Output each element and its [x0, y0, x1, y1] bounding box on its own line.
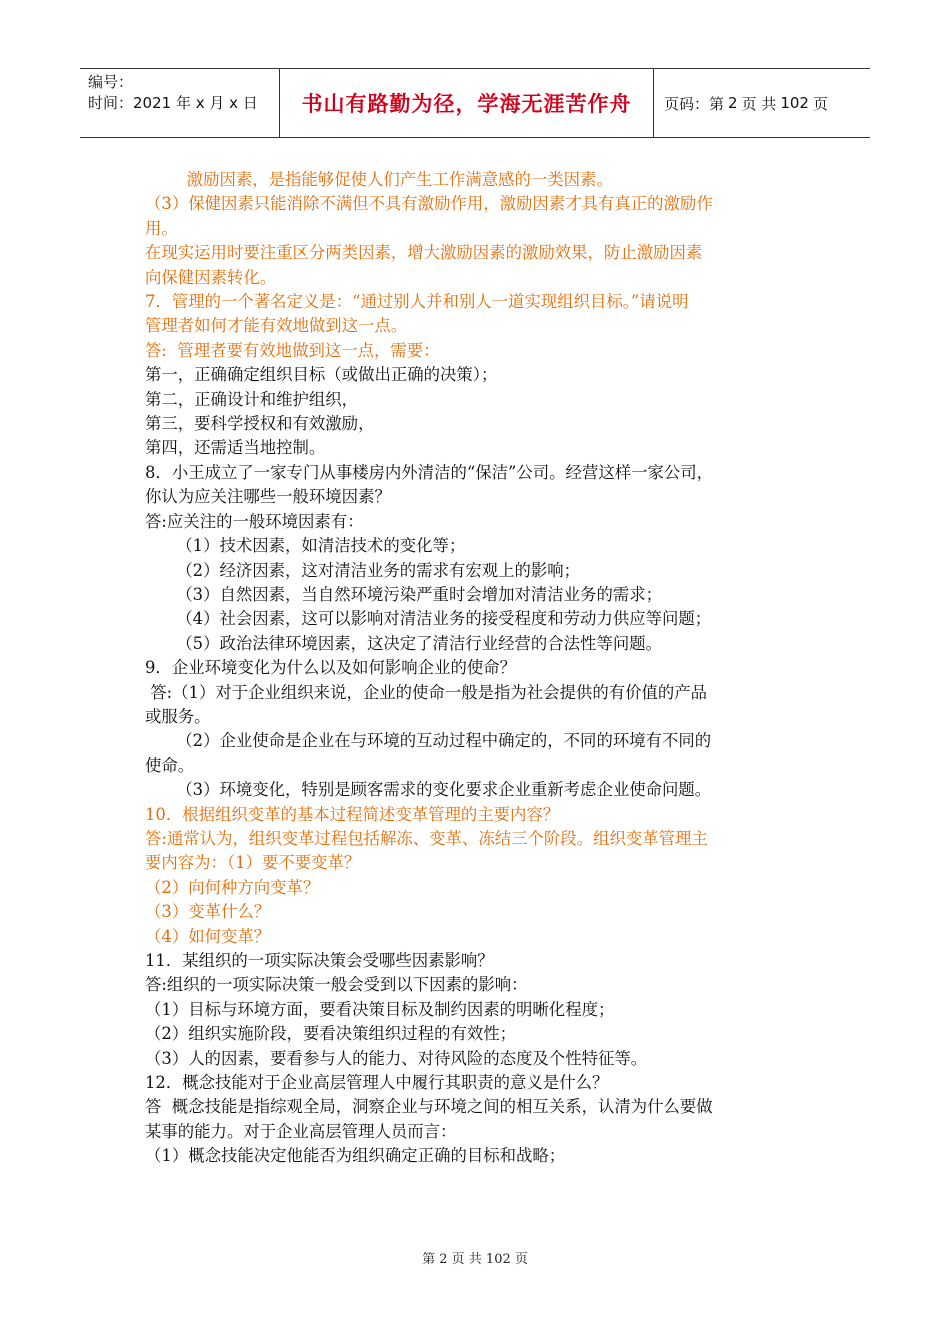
text-line: （3）保健因素只能消除不满但不具有激励作用，激励因素才具有真正的激励作	[145, 194, 713, 214]
header-meta	[80, 69, 280, 137]
page-header	[80, 68, 870, 138]
page-label: 页码：第	[664, 94, 725, 113]
text-line: （1）概念技能决定他能否为组织确定正确的目标和战略；	[145, 1146, 566, 1166]
text-line: 8．小王成立了一家专门从事楼房内外清洁的“保洁”公司。经营这样一家公司，	[145, 462, 714, 482]
text-line: 答:通常认为，组织变革过程包括解冻、变革、冻结三个阶段。组织变革管理主	[145, 828, 708, 848]
text-line: 第四，还需适当地控制。	[145, 438, 326, 458]
text-line: 答:组织的一项实际决策一般会受到以下因素的影响：	[145, 975, 528, 995]
header-motto: 书山有路勤为径，学海无涯苦作舟	[280, 69, 654, 137]
text-line: 在现实运用时要注重区分两类因素，增大激励因素的激励效果，防止激励因素	[145, 243, 703, 263]
number-label: 编号：	[88, 73, 134, 91]
page-number: 2	[728, 94, 738, 112]
text-line: 激励因素，是指能够促使人们产生工作满意感的一类因素。	[145, 170, 613, 189]
text-line: 答 概念技能是指综观全局，洞察企业与环境之间的相互关系，认清为什么要做	[145, 1097, 713, 1117]
text-line: （4）社会因素，这可以影响对清洁业务的接受程度和劳动力供应等问题；	[145, 609, 712, 629]
document-body	[145, 168, 825, 1169]
text-line: 7．管理的一个著名定义是：“通过别人并和别人一道实现组织目标。”请说明	[145, 292, 689, 312]
text-line: 用。	[145, 218, 178, 238]
page-total: 102	[780, 94, 809, 112]
text-line: 第一，正确确定组织目标（或做出正确的决策）；	[145, 365, 498, 385]
text-line: 向保健因素转化。	[145, 267, 277, 287]
text-line: （1）技术因素，如清洁技术的变化等；	[145, 536, 466, 556]
page-end-label: 页	[812, 94, 828, 113]
text-line: 12．概念技能对于企业高层管理人中履行其职责的意义是什么？	[145, 1073, 609, 1093]
text-line: （5）政治法律环境因素，这决定了清洁行业经营的合法性等问题。	[145, 633, 663, 653]
text-line: 答: 管理者要有效地做到这一点，需要：	[145, 340, 440, 360]
text-line: 第三，要科学授权和有效激励，	[145, 414, 375, 434]
text-line: 管理者如何才能有效地做到这一点。	[145, 316, 408, 336]
text-line: 你认为应关注哪些一般环境因素？	[145, 487, 391, 507]
text-line: （2）向何种方向变革？	[145, 877, 320, 897]
text-line: 使命。	[145, 755, 195, 775]
text-line: 9．企业环境变化为什么以及如何影响企业的使命？	[145, 658, 517, 678]
text-line: （2）企业使命是企业在与环境的互动过程中确定的，不同的环境有不同的	[145, 731, 712, 751]
text-line: （4）如何变革？	[145, 926, 271, 946]
text-line: （3）变革什么？	[145, 902, 271, 922]
text-line: 11．某组织的一项实际决策会受哪些因素影响？	[145, 951, 494, 970]
text-line: 或服务。	[145, 706, 211, 726]
page-footer: 第 2 页 共 102 页	[422, 1252, 528, 1267]
text-line: （3）人的因素，要看参与人的能力、对待风险的态度及个性特征等。	[145, 1048, 648, 1068]
text-line: 答:（1）对于企业组织来说，企业的使命一般是指为社会提供的有价值的产品	[145, 682, 708, 702]
text-line: （1）目标与环境方面，要看决策目标及制约因素的明晰化程度；	[145, 999, 615, 1019]
text-line: （2）经济因素，这对清洁业务的需求有宏观上的影响；	[145, 560, 581, 580]
text-line: 要内容为：（1）要不要变革？	[145, 853, 361, 873]
page-mid-label: 页 共	[741, 94, 777, 113]
header-page-info	[654, 69, 870, 137]
text-line: （2）组织实施阶段，要看决策组织过程的有效性；	[145, 1024, 517, 1044]
text-line: （3）环境变化，特别是顾客需求的变化要求企业重新考虑企业使命问题。	[145, 780, 712, 800]
text-line: 第二，正确设计和维护组织，	[145, 389, 359, 409]
text-line: 10．根据组织变革的基本过程简述变革管理的主要内容？	[145, 804, 560, 824]
text-line: （3）自然因素，当自然环境污染严重时会增加对清洁业务的需求；	[145, 584, 663, 604]
time-text: 时间：2021 年 x 月 x 日	[88, 94, 258, 112]
text-line: 某事的能力。对于企业高层管理人员而言：	[145, 1121, 457, 1141]
text-line: 答:应关注的一般环境因素有：	[145, 511, 364, 531]
